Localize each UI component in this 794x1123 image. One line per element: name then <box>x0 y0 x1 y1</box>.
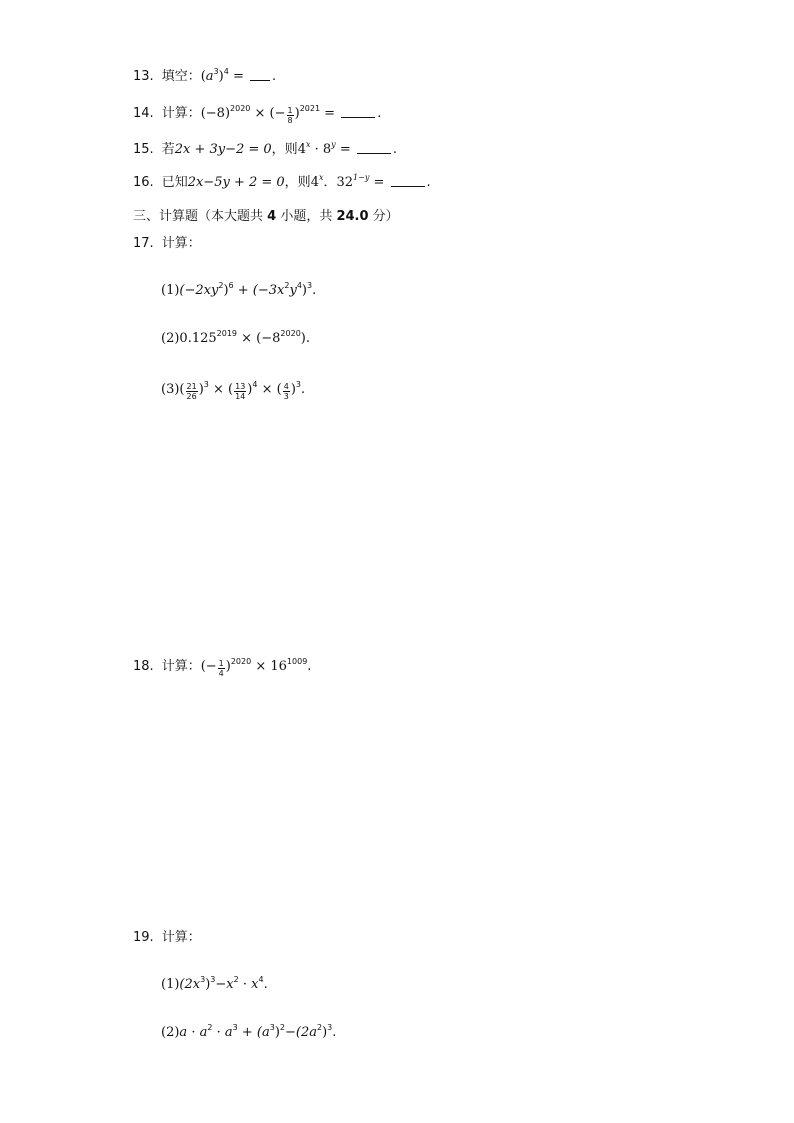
question-number: 18. <box>133 659 154 674</box>
question-17-part-2: $(2)0.125^{2019} \times (-8^{2020})$. <box>161 329 310 346</box>
question-18: 18. 计算：(− $\frac{1}{4}$ )$^{2020} \times 16^{1009}$. <box>133 657 312 678</box>
fraction: $\frac{21}{26}$ <box>186 382 197 401</box>
question-16: 16. 已知2x−5y + 2 = 0，则4$^x$．$32^{1-y}$ = . <box>133 173 431 190</box>
question-14: 14. 计算：$(-8)^{2020}$ × (− $\frac{1}{8}$ )$^{2021}$ = . <box>133 104 382 125</box>
answer-blank[interactable] <box>341 115 375 118</box>
question-label: 计算： <box>161 106 201 121</box>
fraction: $\frac{1}{4}$ <box>218 659 224 678</box>
question-17 <box>133 237 201 250</box>
question-13: 13. 填空：$(a^3)^4$ = . <box>133 67 277 84</box>
question-number: 13. <box>133 69 154 84</box>
question-number: 15. <box>133 142 154 157</box>
question-number: 16. <box>133 175 154 190</box>
question-number: 19. <box>133 930 154 945</box>
question-label: 计算： <box>161 236 201 251</box>
question-19-part-2: $(2)a \cdot a^2 \cdot a^3 + (a^3)^2-(2a^2)^3$. <box>161 1023 337 1040</box>
question-number: 17. <box>133 236 154 251</box>
answer-blank[interactable] <box>250 78 270 81</box>
question-label: 计算： <box>161 930 201 945</box>
fraction: $\frac{13}{14}$ <box>235 382 246 401</box>
section-header: 三、计算题（本大题共 4 小题，共 24.0 分） <box>133 209 399 224</box>
question-17-part-3: (3)( $\frac{21}{26}$ )$^3$ × ( $\frac{13}{14}$ )$^4$ × ( $\frac{4}{3}$ )$^3$. <box>161 380 306 401</box>
answer-blank[interactable] <box>357 151 391 154</box>
question-19-part-1: $(1)(2x^3)^3-x^2 \cdot x^4$. <box>161 975 268 992</box>
question-17-part-1: $(1)(-2xy^2)^6 + (-3x^2y^4)^3$. <box>161 281 317 298</box>
question-label: 填空： <box>161 69 201 84</box>
fraction: $\frac{4}{3}$ <box>283 382 289 401</box>
question-15: 15. 若2x + 3y−2 = 0，则$4^x \cdot 8^y$ = . <box>133 140 398 157</box>
answer-blank[interactable] <box>391 184 425 187</box>
question-number: 14. <box>133 106 154 121</box>
fraction: $\frac{1}{8}$ <box>287 106 293 125</box>
question-label: 计算： <box>161 659 201 674</box>
question-19 <box>133 931 201 944</box>
